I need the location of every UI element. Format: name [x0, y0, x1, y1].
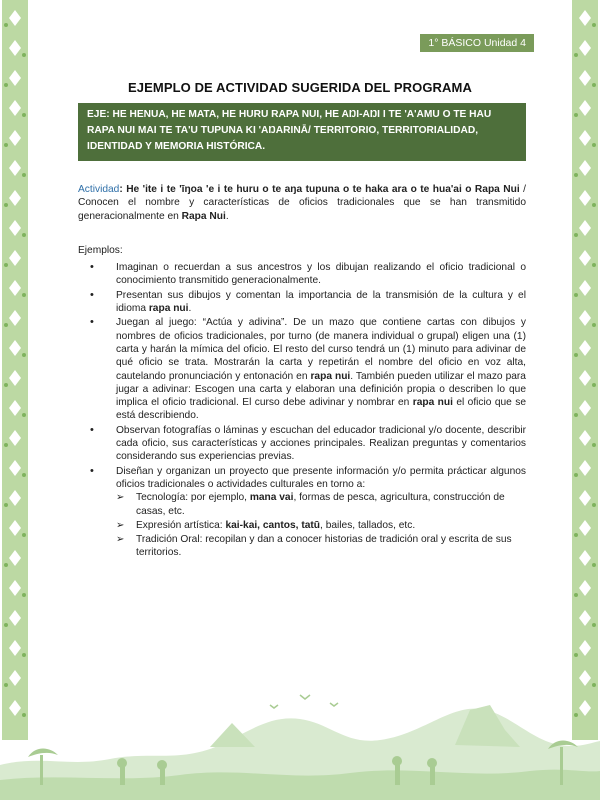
list-item [78, 289, 526, 316]
list-item-text: el oficio que se está describiendo. [116, 397, 526, 422]
sub-item-text: Expresión artística: [136, 519, 226, 531]
list-item-text: Diseñan y organizan un proyecto que presente información y/o permita prácticar algunos oficios tradicionales o actividades culturales en torno a: [116, 465, 526, 490]
activity-title: He 'ite i te 'īŋoa 'e i te huru o te aŋa tupuna o te haka ara o te hua'ai o Rapa Nui [126, 184, 520, 195]
examples-list [78, 261, 526, 560]
sub-item-text: Tradición Oral: recopilan y dan a conocer historias de tradición oral y escrita de sus territorios. [136, 534, 512, 559]
sub-list-item [116, 519, 526, 532]
list-item-bold: rapa nui [412, 397, 453, 409]
activity-label: Actividad [78, 184, 120, 195]
sub-list-item [116, 491, 526, 518]
list-item-text: . También pueden utilizar el mazo para jugar a adivinar: Escogen una carta y elaboran una definición propia o describen lo que implica el oficio tradicional. El curso debe adivinar y nombrar en [116, 370, 526, 409]
list-item-text: Juegan al juego: “Actúa y adivina”. De un mazo que contiene cartas con dibujos y nombres de oficios tradicionales, por turno (de manera individual o grupal) eligen una (1) carta y harán la mímica del oficio. El resto del curso tendrá un (1) minuto para adivinar de qué oficio se trata. Mostrarán la carta y repetirán el nombre del oficio en voz alta, cautelando pronunciación y entonación en [116, 317, 526, 382]
list-item [78, 424, 526, 464]
list-item [78, 316, 526, 422]
list-item-bold: rapa nui [310, 370, 351, 382]
activity-end: . [225, 210, 229, 222]
sub-list [116, 491, 526, 559]
ejemplos-label: Ejemplos: [78, 244, 123, 256]
sub-item-bold: mana vai [249, 492, 294, 504]
landscape-illustration [0, 685, 600, 800]
eje-box: EJE: HE HENUA, HE MATA, HE HURU RAPA NUI, HE AŊI-AŊI I TE 'A'AMU O TE HAU RAPA NUI MAI TE TA'U TUPUNA KI 'AŊARINĀ/ TERRITORIO, TERRITORIALIDAD, IDENTIDAD Y MEMORIA HISTÓRICA. [78, 103, 526, 161]
decorative-right-border [572, 0, 598, 740]
sub-list-item [116, 533, 526, 560]
sub-item-text: , bailes, tallados, etc. [320, 519, 416, 531]
activity-description: Conocen el nombre y características de oficios tradicionales que se han transmitido generacionalmente en [78, 197, 526, 222]
arrow-bullet-icon: ➢ [116, 519, 125, 531]
page-title: EJEMPLO DE ACTIVIDAD SUGERIDA DEL PROGRAMA [128, 80, 472, 95]
list-item-text: Observan fotografías o láminas y escuchan del educador tradicional y/o docente, describir cada oficio, sus características y acciones principales. Realizan preguntas y comentarios considerando sus experiencias previas. [116, 424, 526, 463]
sub-item-text: Tecnología: por ejemplo, [136, 492, 250, 504]
list-item [78, 465, 526, 560]
arrow-bullet-icon: ➢ [116, 492, 125, 504]
activity-paragraph [78, 183, 526, 223]
list-item-text: . [188, 303, 192, 315]
sub-item-bold: kai-kai, cantos, tatū [225, 519, 321, 531]
sub-item-text: , formas de pesca, agricultura, construcción de casas, etc. [136, 492, 505, 517]
activity-slash: / [519, 184, 526, 195]
activity-place: Rapa Nui [181, 210, 226, 222]
activity-colon: : [119, 184, 127, 195]
content [78, 183, 526, 561]
list-item-text: Presentan sus dibujos y comentan la importancia de la transmisión de la cultura y el idioma [116, 289, 526, 315]
list-item-bold: rapa nui [148, 303, 189, 315]
list-item [78, 261, 526, 288]
grade-unit-tag: 1° BÁSICO Unidad 4 [420, 34, 534, 52]
decorative-left-border [2, 0, 28, 740]
list-item-text: Imaginan o recuerdan a sus ancestros y los dibujan realizando el oficio tradicional o conocimiento transmitido generacionalmente. [116, 262, 526, 287]
arrow-bullet-icon: ➢ [116, 534, 125, 546]
